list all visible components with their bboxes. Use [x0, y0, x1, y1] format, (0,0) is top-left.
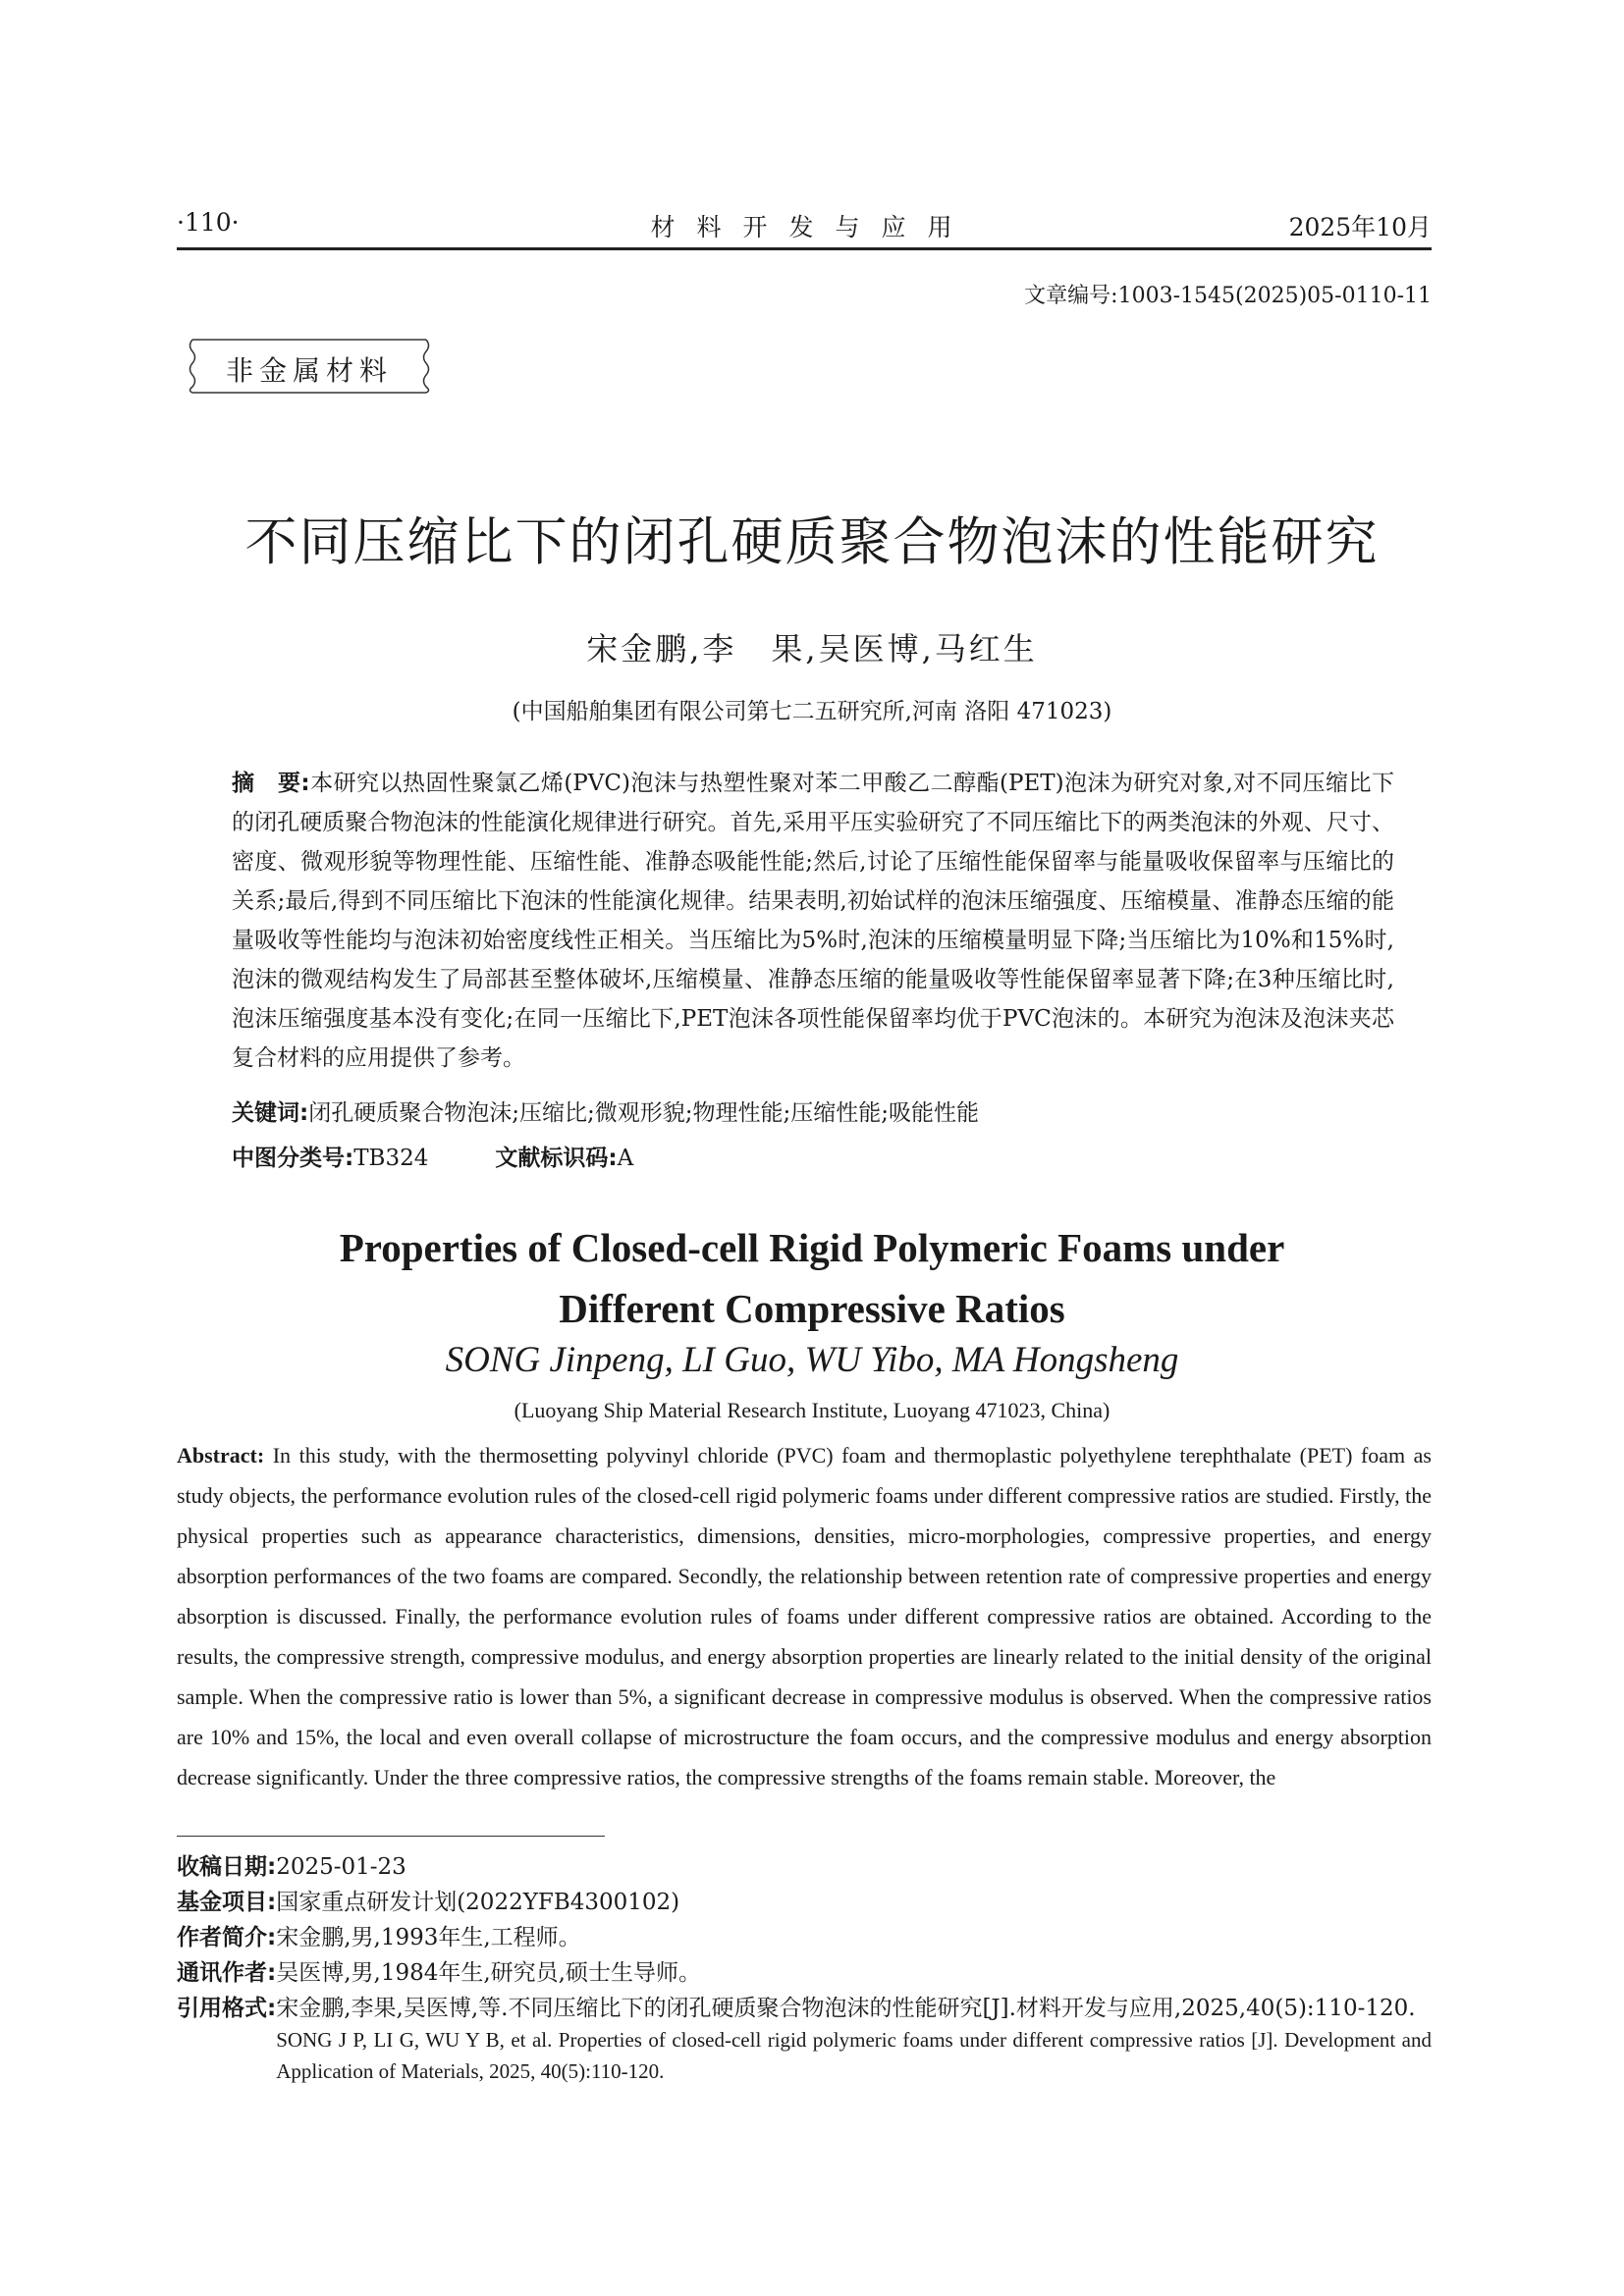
fund-label: 基金项目: [177, 1890, 277, 1915]
footnote-received [177, 1851, 1432, 1883]
citation-cn: 宋金鹏,李果,吴医博,等.不同压缩比下的闭孔硬质聚合物泡沫的性能研究[J].材料开发与应用,2025,40(5):110-120. [276, 1996, 1416, 2021]
article-number: 文章编号:1003-1545(2025)05-0110-11 [1024, 284, 1432, 308]
footnote-fund [177, 1887, 1432, 1918]
footnote-rule [177, 1836, 605, 1837]
citation-body [276, 1993, 1432, 2087]
citation-en: SONG J P, LI G, WU Y B, et al. Properties of closed-cell rigid polymeric foams under different compressive ratios [J]. Development and Application of Materials, 2025, 40(5):110-120. [276, 2028, 1432, 2083]
en-title-line2: Different Compressive Ratios [559, 1286, 1065, 1331]
cn-keywords-text: 闭孔硬质聚合物泡沫;压缩比;微观形貌;物理性能;压缩性能;吸能性能 [308, 1100, 979, 1126]
cn-doc-label: 文献标识码: [495, 1146, 618, 1171]
category-box [187, 336, 432, 397]
cn-affiliation: (中国船舶集团有限公司第七二五研究所,河南 洛阳 471023) [512, 699, 1112, 724]
fund-text: 国家重点研发计划(2022YFB4300102) [276, 1890, 680, 1915]
author-bio-text: 宋金鹏,男,1993年生,工程师。 [276, 1925, 581, 1950]
category-label: 非金属材料 [225, 354, 393, 387]
en-authors: SONG Jinpeng, LI Guo, WU Yibo, MA Hongsheng [445, 1340, 1179, 1380]
cn-abstract [232, 764, 1394, 1078]
cn-keywords [232, 1094, 1394, 1133]
cn-abstract-text: 本研究以热固性聚氯乙烯(PVC)泡沫与热塑性聚对苯二甲酸乙二醇酯(PET)泡沫为研究对象,对不同压缩比下的闭孔硬质聚合物泡沫的性能演化规律进行研究。首先,采用平压实验研究了不同压缩比下的两类泡沫的外观、尺寸、密度、微观形貌等物理性能、压缩性能、准静态吸能性能;然后,讨论了压缩性能保留率与能量吸收保留率与压缩比的关系;最后,得到不同压缩比下泡沫的性能演化规律。结果表明,初始试样的泡沫压缩强度、压缩模量、准静态压缩的能量吸收等性能均与泡沫初始密度线性正相关。当压缩比为5%时,泡沫的压缩模量明显下降;当压缩比为10%和15%时,泡沫的微观结构发生了局部甚至整体破坏,压缩模量、准静态压缩的能量吸收等性能保留率显著下降;在3种压缩比时,泡沫压缩强度基本没有变化;在同一压缩比下,PET泡沫各项性能保留率均优于PVC泡沫的。本研究为泡沫及泡沫夹芯复合材料的应用提供了参考。 [232, 771, 1394, 1071]
journal-name: 材料开发与应用 [650, 213, 974, 241]
citation-label: 引用格式: [177, 1996, 277, 2021]
en-affiliation: (Luoyang Ship Material Research Institute, Luoyang 471023, China) [514, 1398, 1110, 1422]
page-number: ·110· [177, 208, 240, 237]
cn-title: 不同压缩比下的闭孔硬质聚合物泡沫的性能研究 [244, 512, 1380, 572]
cn-doc-value: A [617, 1146, 634, 1171]
cn-authors: 宋金鹏,李 果,吴医博,马红生 [586, 630, 1038, 667]
cn-keywords-label: 关键词: [232, 1100, 309, 1126]
en-abstract-label: Abstract: [177, 1443, 265, 1468]
en-abstract [177, 1435, 1432, 1797]
issue-date: 2025年10月 [1288, 213, 1432, 241]
cn-class-value: TB324 [353, 1146, 429, 1171]
corresponding-label: 通讯作者: [177, 1960, 277, 1986]
received-label: 收稿日期: [177, 1854, 277, 1880]
en-title-line1: Properties of Closed-cell Rigid Polymeric Foams under [339, 1225, 1285, 1270]
cn-abstract-label: 摘 要: [232, 771, 310, 796]
footnote-citation [177, 1993, 1432, 2087]
author-bio-label: 作者简介: [177, 1925, 277, 1950]
header-rule [177, 247, 1432, 250]
received-date: 2025-01-23 [276, 1854, 406, 1880]
en-title [0, 1217, 1624, 1339]
corresponding-text: 吴医博,男,1984年生,研究员,硕士生导师。 [276, 1960, 701, 1986]
footnote-author [177, 1922, 1432, 1953]
cn-classification [232, 1139, 1394, 1178]
cn-class-label: 中图分类号: [232, 1146, 354, 1171]
footnote-corresponding [177, 1957, 1432, 1989]
en-abstract-text: In this study, with the thermosetting polyvinyl chloride (PVC) foam and thermoplastic polyethylene terephthalate (PET) foam as study objects, the performance evolution rules of the closed-cell rigid polymeric foams under different compressive ratios are studied. Firstly, the physical properties such as appearance characteristics, dimensions, densities, micro-morphologies, compressive properties, and energy absorption performances of the two foams are compared. Secondly, the relationship between retention rate of compressive properties and energy absorption is discussed. Finally, the performance evolution rules of foams under different compressive ratios are obtained. According to the results, the compressive strength, compressive modulus, and energy absorption properties are linearly related to the initial density of the original sample. When the compressive ratio is lower than 5%, a significant decrease in compressive modulus is observed. When the compressive ratios are 10% and 15%, the local and even overall collapse of microstructure the foam occurs, and the compressive modulus and energy absorption decrease significantly. Under the three compressive ratios, the compressive strengths of the foams remain stable. Moreover, the [177, 1443, 1432, 1789]
